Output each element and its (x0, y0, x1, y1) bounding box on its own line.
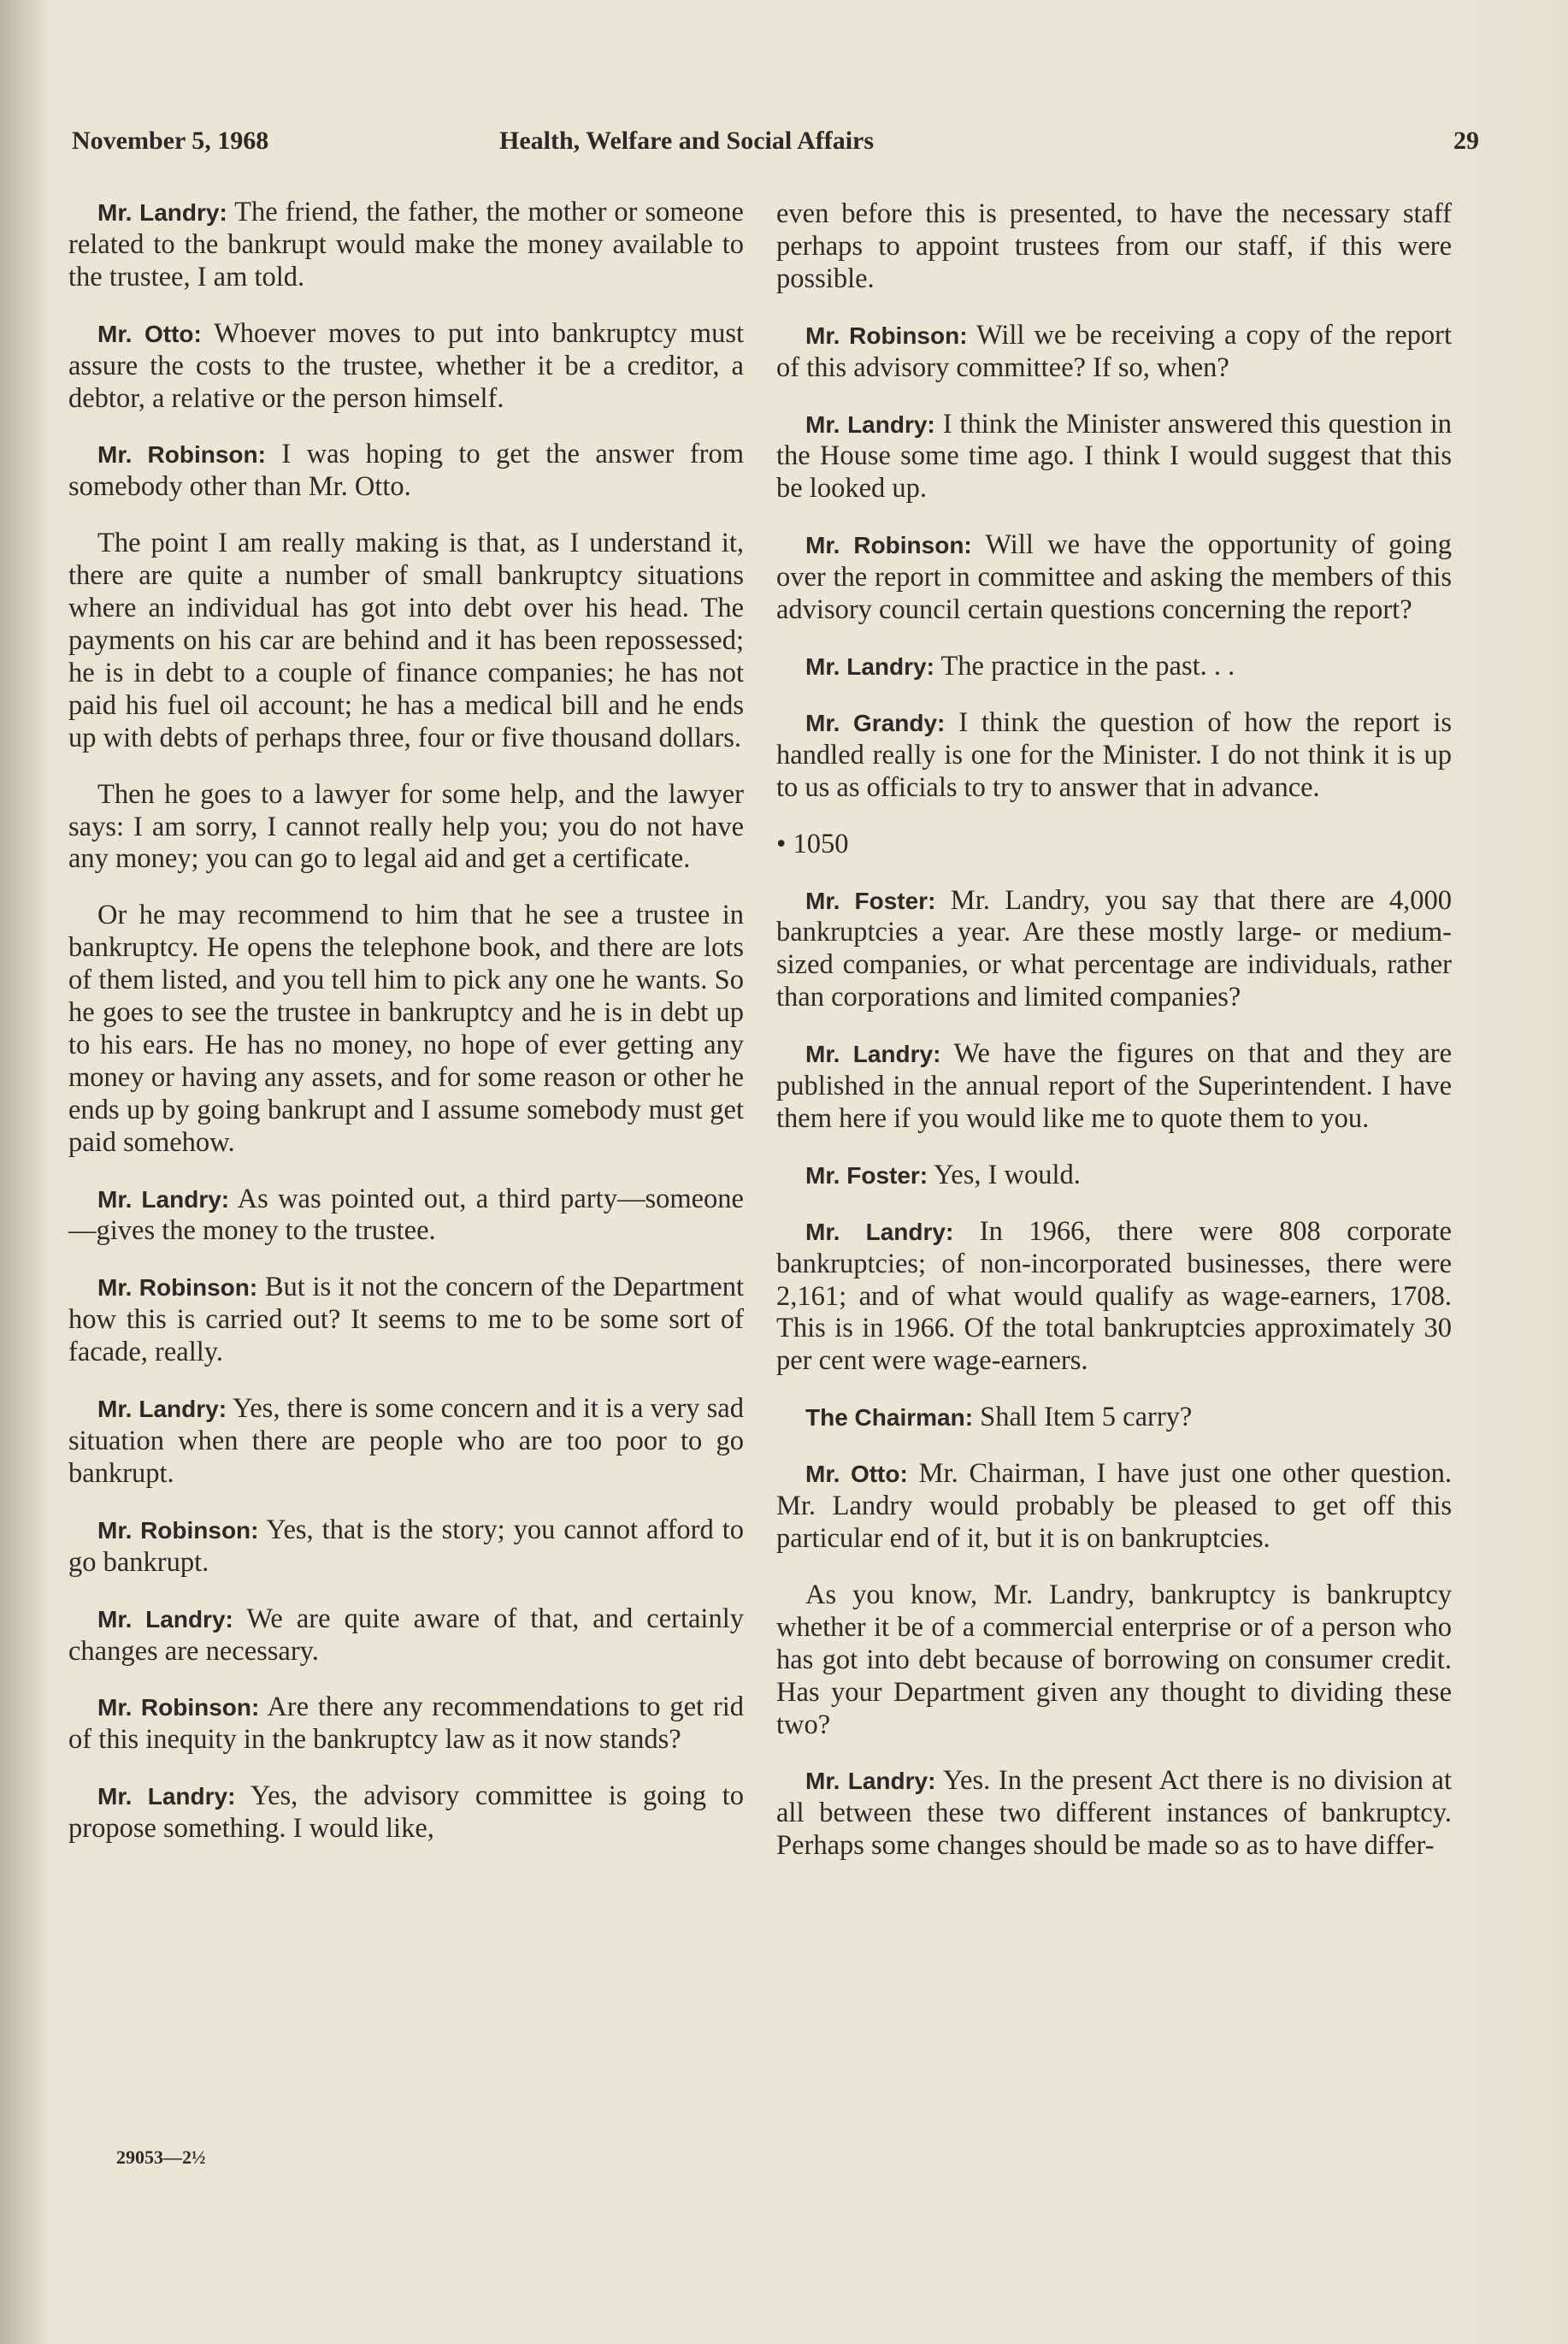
speaker-name: Mr. Landry: (97, 1783, 236, 1810)
speaker-name: Mr. Foster: (805, 887, 936, 914)
paragraph (68, 1393, 744, 1491)
page-binding-shadow (0, 0, 41, 2344)
paragraph-text: Whoever moves to put into bankruptcy must assure the costs to the trustee, whether it be a creditor, a debtor, a relative or the person himself. (68, 317, 744, 414)
paragraph (68, 1184, 744, 1249)
paragraph (776, 885, 1452, 1015)
speaker-name: Mr. Robinson: (97, 1274, 258, 1302)
paragraph (776, 1765, 1452, 1863)
paragraph (776, 1216, 1452, 1379)
paragraph-text: But is it not the concern of the Department how this is carried out? It seems to me to be some sort of facade, really. (68, 1272, 744, 1368)
paragraph-text: Yes. In the present Act there is no division at all between these two different instances of bankruptcy. Perhaps some changes should be made so as to have differ- (776, 1765, 1452, 1862)
paragraph-text: I was hoping to get the answer from somebody other than Mr. Otto. (68, 439, 744, 503)
speaker-name: Mr. Landry: (97, 1396, 227, 1423)
paragraph-text: I think the Minister answered this question in the House some time ago. I think I would suggest that this be looked up. (776, 408, 1452, 505)
paragraph (68, 1692, 744, 1757)
page-number: 29 (1453, 127, 1479, 155)
right-column (776, 198, 1452, 1886)
paragraph-text: As was pointed out, a third party—someone—gives the money to the trustee. (68, 1183, 744, 1247)
speaker-name: Mr. Landry: (805, 1041, 941, 1068)
speaker-name: Mr. Robinson: (805, 322, 968, 349)
speaker-name: Mr. Landry: (97, 1185, 230, 1213)
paragraph (68, 439, 744, 504)
speaker-name: Mr. Landry: (805, 410, 935, 438)
paragraph-text: Yes, I would. (928, 1159, 1081, 1190)
speaker-name: The Chairman: (805, 1404, 974, 1432)
speaker-name: Mr. Otto: (97, 320, 202, 347)
paragraph (776, 409, 1452, 506)
paragraph-text: Mr. Landry, you say that there are 4,000 bankruptcies a year. Are these mostly large- or medium-sized companies, or what percentage are individuals, rather than corporations and limited companies? (776, 884, 1452, 1013)
header-title: Health, Welfare and Social Affairs (499, 127, 875, 155)
speaker-name: Mr. Robinson: (97, 1516, 259, 1544)
speaker-name: Mr. Robinson: (805, 532, 972, 559)
speaker-name: Mr. Landry: (805, 1768, 936, 1795)
paragraph (68, 900, 744, 1159)
paragraph-text: The point I am really making is that, as I understand it, there are quite a number of small bankruptcy situations where an individual has got into debt over his head. The payments on his car are behind and it has been repossessed; he is in debt to a couple of finance companies; he has not paid his fuel oil account; he has a medical bill and he ends up with debts of perhaps three, four or five thousand dollars. (68, 528, 744, 753)
paragraph (68, 1780, 744, 1845)
paragraph (776, 198, 1452, 296)
paragraph-text: I think the question of how the report is handled really is one for the Minister. I do not think it is up to us as officials to try to answer that in advance. (776, 706, 1452, 803)
speaker-name: Mr. Robinson: (97, 1694, 260, 1721)
paragraph (68, 1272, 744, 1369)
paragraph (776, 707, 1452, 805)
paragraph (776, 529, 1452, 627)
speaker-name: Mr. Landry: (805, 1218, 954, 1245)
time-marker (776, 829, 1452, 861)
paragraph-text: Will we be receiving a copy of the report of this advisory committee? If so, when? (776, 319, 1452, 383)
paragraph-text: The practice in the past. . . (934, 650, 1235, 682)
paragraph-text: Yes, that is the story; you cannot afford to go bankrupt. (68, 1514, 744, 1578)
header-date: November 5, 1968 (72, 127, 269, 155)
paragraph-text: Shall Item 5 carry? (973, 1402, 1193, 1433)
paragraph-text: Then he goes to a lawyer for some help, and the lawyer says: I am sorry, I cannot really help you; you do not have any money; you can go to legal aid and get a certificate. (68, 778, 744, 875)
print-signature: 29053—2½ (116, 2146, 206, 2168)
paragraph (68, 197, 744, 294)
paragraph-text: Mr. Chairman, I have just one other question. Mr. Landry would probably be pleased to get off this particular end of it, but it is on bankruptcies. (776, 1458, 1452, 1554)
paragraph-text: Yes, the advisory committee is going to propose something. I would like, (68, 1780, 744, 1845)
paragraph (776, 1458, 1452, 1556)
paragraph (68, 779, 744, 877)
page-header (72, 127, 1479, 164)
paragraph (68, 528, 744, 754)
paragraph-text: Yes, there is some concern and it is a very sad situation when there are people who are too poor to go bankrupt. (68, 1393, 744, 1489)
speaker-name: Mr. Foster: (805, 1161, 928, 1189)
paragraph-text: Are there any recommendations to get rid of this inequity in the bankruptcy law as it now stands? (68, 1692, 744, 1756)
paragraph-text: We have the figures on that and they are published in the annual report of the Superintendent. I have them here if you would like me to quote them to you. (776, 1038, 1452, 1134)
paragraph (776, 1160, 1452, 1192)
speaker-name: Mr. Robinson: (97, 441, 266, 469)
speaker-name: Mr. Landry: (805, 652, 934, 680)
left-column (68, 197, 744, 1869)
paragraph (776, 651, 1452, 683)
paragraph (68, 1514, 744, 1579)
paragraph (776, 1402, 1452, 1434)
paragraph-text: The friend, the father, the mother or someone related to the bankrupt would make the money available to the trustee, I am told. (68, 197, 744, 292)
paragraph (776, 1038, 1452, 1136)
speaker-name: Mr. Landry: (97, 1605, 233, 1633)
speaker-name: Mr. Grandy: (805, 709, 946, 736)
paragraph (68, 318, 744, 416)
time-marker-text: • 1050 (776, 828, 849, 859)
speaker-name: Mr. Otto: (805, 1461, 908, 1488)
paragraph-text: In 1966, there were 808 corporate bankruptcies; of non-incorporated businesses, there were 2,161; and of what would qualify as wage-earners, 1708. This is in 1966. Of the total bankruptcies approximately 30 per cent were wage-earners. (776, 1215, 1452, 1377)
paragraph-text: Or he may recommend to him that he see a trustee in bankruptcy. He opens the telephone book, and there are lots of them listed, and you tell him to pick any one he wants. So he goes to see the trustee in bankruptcy and he is in debt up to his ears. He has no money, no hope of ever getting any money or having any assets, and for some reason or other he ends up by going bankrupt and I assume somebody must get paid somehow. (68, 900, 744, 1158)
paragraph (68, 1603, 744, 1668)
paragraph (776, 320, 1452, 385)
speaker-name: Mr. Landry: (97, 199, 227, 226)
paragraph (776, 1579, 1452, 1742)
paragraph-text: We are quite aware of that, and certainly changes are necessary. (68, 1603, 744, 1667)
paragraph-text: Will we have the opportunity of going over the report in committee and asking the members of this advisory council certain questions concerning the report? (776, 529, 1452, 626)
paragraph-text: even before this is presented, to have the necessary staff perhaps to appoint trustees from our staff, if this were possible. (776, 198, 1452, 294)
paragraph-text: As you know, Mr. Landry, bankruptcy is bankruptcy whether it be of a commercial enterprise or of a person who has got into debt because of borrowing on consumer credit. Has your Department given any thought to dividing these two? (776, 1579, 1452, 1740)
